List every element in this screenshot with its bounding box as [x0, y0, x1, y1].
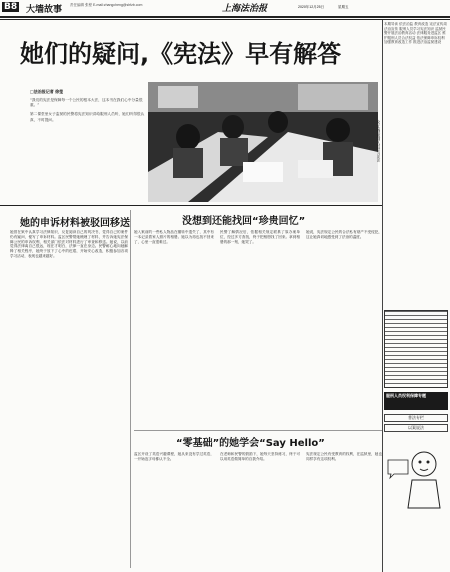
masthead-rule [0, 16, 450, 18]
page-number: B8 [4, 2, 18, 12]
article-column-2: 她入狱前的一些私人物品在辗转中遗失了，其中有一本记录着家人照片的相册。她以为再也找不回来了，心里一直很难过。 [134, 230, 214, 244]
subhead-appeal: 她的申诉材料被驳回移送 [20, 218, 130, 229]
editor-info: 责任编辑 张程 E-mail:zhangcheng@shfzb.com [70, 3, 143, 7]
sidebar-text: 本期导读 依法治监 教育改造 宪法宣传周 法治宣传 服刑人员学习宪法知识 监狱民警开展法治教育活动 法律服务进监区 维护服刑人员合法权益 依法保障申诉权利 加强教育改造工作 推进法治监狱建设 [384, 22, 447, 45]
lead-paragraph-1: “我们的宪法是保障每一个公民的根本大法，这本书在我们心中分量很重。” [30, 98, 143, 108]
photo-caption: 女子监狱服刑人员学习宪法 [377, 120, 381, 162]
article-column-7: 宪法规定公民有受教育的权利，在监狱里，她也同样享有这项权利。 [306, 452, 382, 461]
issue-weekday: 星期五 [338, 5, 349, 9]
article-column-1: 她曾在狱中认真学习法律知识，反复阅读自己的判决书，觉得自己的案件仍有疑问，便写了申诉材料。监区民警帮她梳理了材料，并告诉她宪法保障公民的申诉权利，相关部门依法对材料进行了审查和移送。她说，以前觉得法律离自己很远，现在才明白，法律一直在身边。民警耐心地向她解释了相关程序，她终于放下了心中的疙瘩，开始安心改造，积极参加各项学习活动，表现也越来越好。 [10, 230, 128, 258]
sidebar-banner: 服刑人员权利保障专题 [384, 392, 448, 410]
article-column-4: 她说，宪法规定公民的合法私有财产不受侵犯，这让她真切地感受到了法治的温度。 [306, 230, 382, 239]
subhead-memories: 没想到还能找回“珍贵回忆” [182, 216, 306, 227]
newspaper-name: 上海法治报 [222, 4, 268, 14]
lead-paragraph-2: 第二课堂里女子监狱的民警将宪法知识讲给服刑人员听，她们听得很认真，不时提问。 [30, 112, 145, 122]
cartoon-illustration [384, 440, 446, 510]
main-headline: 她们的疑问,《宪法》早有解答 [20, 40, 342, 68]
subsection-divider [134, 430, 382, 431]
sidebar-divider [382, 20, 383, 572]
issue-date: 2020年12月25日 [298, 5, 325, 9]
article-column-3: 民警了解情况后，依据相关规定联系了原办案单位，经过多方查找，终于把相册找了回来。拿到相册的那一刻，她哭了。 [220, 230, 300, 244]
section-title: 大墙故事 [26, 5, 63, 15]
sidebar-tag-1: 普法专栏 [384, 414, 448, 422]
sidebar-text-box [384, 310, 448, 388]
article-column-5: 监区开设了英语兴趣课程，她从来没有学过英语，一开始连字母都认不全。 [134, 452, 214, 461]
sidebar-tag-2: 以案说法 [384, 424, 448, 432]
sidebar [384, 22, 448, 572]
byline: □法治报记者 徐莹 [30, 89, 64, 94]
article-column-6: 在老师和民警的鼓励下，她每天坚持练习，终于可以用英语做简单的自我介绍。 [220, 452, 300, 461]
sidebar-tags [384, 414, 448, 432]
lead-block [30, 89, 150, 123]
section-divider [0, 205, 382, 206]
column-divider [130, 210, 131, 568]
subhead-english: “零基础”的她学会“Say Hello” [176, 438, 325, 449]
classroom-photo [148, 82, 378, 202]
